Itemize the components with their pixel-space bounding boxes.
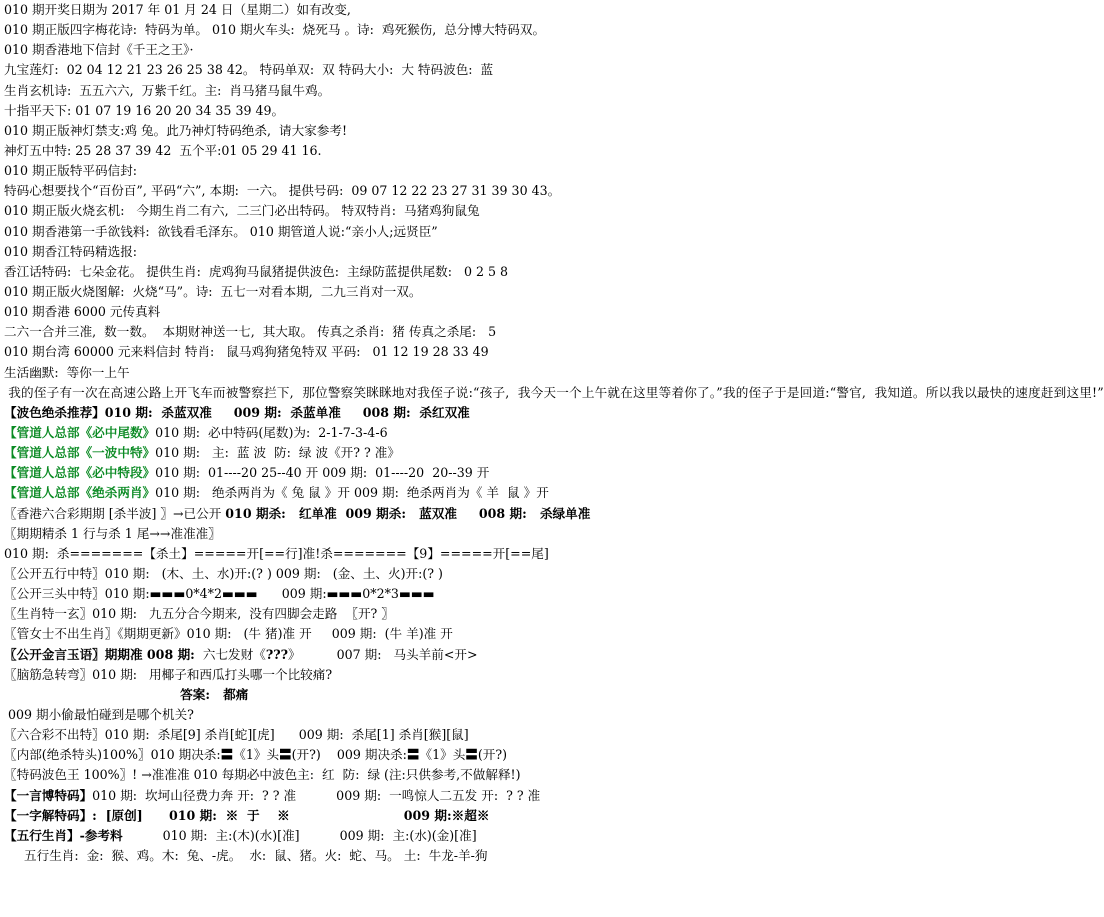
text-line xyxy=(4,463,684,483)
text-run: 0*4*2 xyxy=(185,586,222,602)
text-run: (开?) 009 期决杀: xyxy=(291,747,407,763)
text-line xyxy=(4,483,684,503)
text-line xyxy=(4,282,684,302)
text-run: ▬▬▬ xyxy=(326,586,363,602)
text-line xyxy=(4,604,684,624)
text-run: 010 期: 杀=======【杀土】=====开[==行]准!杀=======【9】=====开[==尾] xyxy=(4,545,549,561)
text-line xyxy=(4,302,684,322)
text-run: 【管道人总部《一波中特》 xyxy=(4,445,156,461)
text-line xyxy=(4,322,684,342)
text-line xyxy=(4,786,684,806)
text-run: 010 期台湾 60000 元来料信封 特肖: 鼠马鸡狗猪兔特双 平码: 01 12 19 28 33 49 xyxy=(4,344,489,360)
text-run: 六七发财《 xyxy=(194,646,266,662)
text-run: 〖公开金言玉语〗期期准 008 期: xyxy=(4,646,195,662)
text-run: 0*2*3 xyxy=(362,586,399,602)
text-line xyxy=(4,564,684,584)
text-run: 〖期期精杀 1 行与杀 1 尾→→准准准〗 xyxy=(4,525,221,541)
text-line xyxy=(4,101,684,121)
text-run: 010 期: 绝杀两肖为《 兔 鼠 》开 009 期: 绝杀两肖为《 羊 鼠 》开 xyxy=(155,485,549,501)
text-line xyxy=(4,423,684,443)
text-run: 010 期正版四字梅花诗: 特码为单。 010 期火车头: 烧死马 。诗: 鸡死猴伤, 总分博大特码双。 xyxy=(4,22,546,38)
text-run: 010 期香港第一手欲钱料: 欲钱看毛泽东。 010 期管道人说:“亲小人;远贤臣” xyxy=(4,223,438,239)
text-run: 我的侄子有一次在高速公路上开飞车而被警察拦下, 那位警察笑眯眯地对我侄子说:“孩子, 我今天一个上午就在这里等着你了。”我的侄子于是回道:“警官, 我知道。所以我以最快的速度赶到这里!” xyxy=(4,384,1104,400)
text-line xyxy=(4,60,684,80)
text-run: 〖香港六合彩期期 [杀半波] 〗→已公开 xyxy=(4,505,226,521)
text-line xyxy=(4,141,684,161)
text-line xyxy=(4,121,684,141)
text-run xyxy=(4,687,180,702)
text-run: 〖六合彩不出特〗010 期: 杀尾[9] 杀肖[蛇][虎] 009 期: 杀尾[1] 杀肖[猴][鼠] xyxy=(4,727,469,743)
text-run: 〖脑筋急转弯〗010 期: 用椰子和西瓜打头哪一个比较痛? xyxy=(4,666,333,682)
text-run: 〖生肖特一玄〗010 期: 九五分合今期来, 没有四脚会走路 〖开? 〗 xyxy=(4,606,394,622)
text-line xyxy=(4,161,684,181)
text-line xyxy=(4,383,1104,403)
text-line xyxy=(4,705,684,725)
text-run: 答案: 都痛 xyxy=(180,686,249,702)
text-run: 五行生肖: 金: 猴、鸡。木: 兔、-虎。 水: 鼠、猪。火: 蛇、马。 土: 牛龙-羊-狗 xyxy=(4,847,488,863)
text-run: 〓 xyxy=(279,747,292,763)
text-run: 【管道人总部《必中特段》 xyxy=(4,465,156,481)
text-line xyxy=(4,242,684,262)
text-run: 〖内部(绝杀特头)100%〗010 期决杀: xyxy=(4,747,221,763)
text-run: 香江话特码: 七朵金花。 提供生肖: 虎鸡狗马鼠猪提供波色: 主绿防蓝提供尾数: 0 2 5 8 xyxy=(4,263,509,279)
text-line xyxy=(4,181,684,201)
text-line xyxy=(4,725,684,745)
text-line xyxy=(4,584,684,604)
text-run: 九宝莲灯: 02 04 12 21 23 26 25 38 42。 特码单双: 双 特码大小: 大 特码波色: 蓝 xyxy=(4,62,494,78)
text-line xyxy=(4,81,684,101)
text-run: 十指平天下: 01 07 19 16 20 20 34 35 39 49。 xyxy=(4,102,285,118)
text-run: 生肖玄机诗: 五五六六, 万紫千红。主: 肖马猪马鼠牛鸡。 xyxy=(4,82,331,98)
text-run: 010 期香港 6000 元传真料 xyxy=(4,304,161,320)
text-run: 【管道人总部《必中尾数》 xyxy=(4,424,156,440)
text-run: 010 期: 坎坷山径费力奔 开: ? ? 准 009 期: 一鸣惊人二五发 开: ? ? 准 xyxy=(92,787,541,803)
text-run: 010 期正版火烧玄机: 今期生肖二有六, 二三门必出特码。 特双特肖: 马猪鸡狗鼠兔 xyxy=(4,203,480,219)
text-run: 【五行生肖】-参考料 xyxy=(4,827,123,843)
text-line xyxy=(4,363,684,383)
text-line xyxy=(4,443,684,463)
text-line xyxy=(4,403,684,423)
text-run: 010 期正版神灯禁支:鸡 兔。此乃神灯特码绝杀, 请大家参考! xyxy=(4,122,348,138)
text-run: 010 期正版特平码信封: xyxy=(4,163,138,179)
text-run: ▬▬▬ xyxy=(398,586,435,602)
text-line xyxy=(4,745,684,765)
text-run: 010 期香江特码精选报: xyxy=(4,243,138,259)
text-run: 〓 xyxy=(406,747,420,763)
text-run: 【一字解特码】: [原创] 010 期: ※ 于 ※ 009 期:※超※ xyxy=(4,807,490,823)
text-line xyxy=(4,826,684,846)
text-line xyxy=(4,806,684,826)
text-run: 生活幽默: 等你一上午 xyxy=(4,364,130,380)
text-run: 010 期香港地下信封《千王之王》· xyxy=(4,42,194,58)
text-line xyxy=(4,0,684,20)
text-run: 010 期正版火烧图解: 火烧“马”。诗: 五七一对看本期, 二九三肖对一双。 xyxy=(4,283,422,299)
text-line xyxy=(4,504,684,524)
text-run: 010 期: 主: 蓝 波 防: 绿 波《开? ? 准》 xyxy=(155,445,400,461)
text-line xyxy=(4,765,684,785)
text-line xyxy=(4,222,684,242)
text-line xyxy=(4,201,684,221)
text-run: 〖公开五行中特〗010 期: (木、土、水)开:(? ) 009 期: (金、土、火)开:(? ) xyxy=(4,565,443,581)
text-run: 009 期小偷最怕碰到是哪个机关? xyxy=(4,706,194,722)
text-line xyxy=(4,645,684,665)
text-run: 【管道人总部《绝杀两肖》 xyxy=(4,485,156,501)
text-run: 【一言博特码】 xyxy=(4,787,93,803)
text-line xyxy=(4,544,684,564)
text-run: 》 007 期: 马头羊前<开> xyxy=(287,646,478,662)
text-line xyxy=(4,685,684,705)
text-run: ▬▬▬ xyxy=(221,586,258,602)
text-line xyxy=(4,524,684,544)
text-run: 〓 xyxy=(465,747,478,763)
text-run: 《1》头 xyxy=(419,747,466,763)
text-run: ▬▬▬ xyxy=(149,586,186,602)
text-run: 特码心想要找个“百份百”, 平码“六”, 本期: 一六。 提供号码: 09 07 12 22 23 27 31 39 30 43。 xyxy=(4,183,561,199)
text-run: 010 期: 01----20 25--40 开 009 期: 01----20 20--39 开 xyxy=(155,465,490,481)
text-run: 010 期: 主:(木)(水)[准] 009 期: 主:(水)(金)[准] xyxy=(122,827,477,843)
text-run: 二六一合并三准, 数一数。 本期财神送一七, 其大取。 传真之杀肖: 猪 传真之杀尾: 5 xyxy=(4,324,497,340)
text-line xyxy=(4,20,684,40)
text-run: ??? xyxy=(265,646,288,662)
text-line xyxy=(4,846,684,866)
text-run: 《1》头 xyxy=(233,747,280,763)
text-run: 〖管女士不出生肖〗《期期更新》010 期: (牛 猪)准 开 009 期: (牛 羊)准 开 xyxy=(4,626,453,642)
text-run: 〖特码波色王 100%〗! →准准准 010 每期必中波色主: 红 防: 绿 (注:只供参考,不做解释!) xyxy=(4,767,521,783)
text-line xyxy=(4,624,684,644)
text-run: 【波色绝杀推荐】 xyxy=(4,404,105,420)
text-line xyxy=(4,262,684,282)
text-run: 010 期: 必中特码(尾数)为: 2-1-7-3-4-6 xyxy=(155,424,388,440)
text-run: 010 期: 杀蓝双准 009 期: 杀蓝单准 008 期: 杀红双准 xyxy=(104,404,470,420)
text-run: 〖公开三头中特〗010 期: xyxy=(4,586,150,602)
text-run: 010 期开奖日期为 2017 年 01 月 24 日（星期二）如有改变, xyxy=(4,2,351,17)
text-run: 010 期杀: 红单准 009 期杀: 蓝双准 008 期: 杀绿单准 xyxy=(225,505,591,521)
text-run: (开?) xyxy=(477,747,508,763)
text-run: 〓 xyxy=(220,747,234,763)
text-line xyxy=(4,665,684,685)
text-run: 神灯五中特: 25 28 37 39 42 五个平:01 05 29 41 16. xyxy=(4,142,322,158)
text-line xyxy=(4,40,684,60)
text-run: 009 期: xyxy=(257,586,327,602)
text-line xyxy=(4,342,684,362)
